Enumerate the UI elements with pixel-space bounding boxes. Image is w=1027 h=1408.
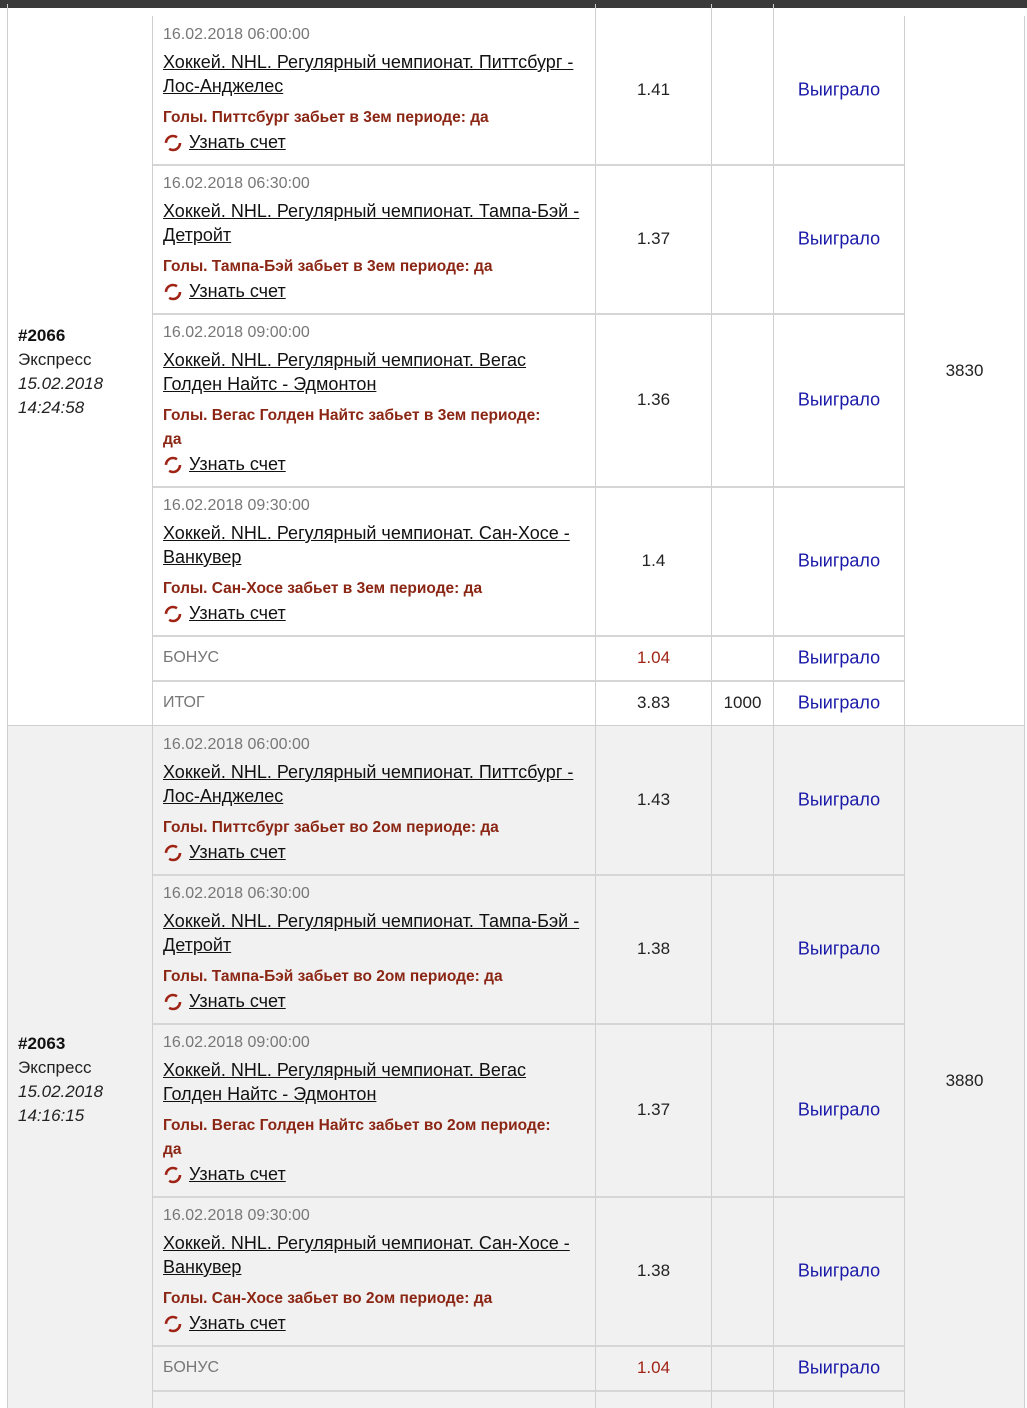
bonus-coef: 1.04 xyxy=(636,648,671,667)
event-link[interactable]: Хоккей. NHL. Регулярный чемпионат. Питтсбург - Лос-Анджелес xyxy=(163,762,574,806)
bet-info xyxy=(18,1032,103,1128)
payout-cell xyxy=(904,726,1025,1408)
refresh-icon xyxy=(163,1165,183,1185)
bet-selection: Голы. Тампа-Бэй забьет во 2ом периоде: да xyxy=(163,968,503,985)
score-link-label: Узнать счет xyxy=(189,1313,286,1333)
refresh-icon xyxy=(163,992,183,1012)
score-link-label: Узнать счет xyxy=(189,281,286,301)
bets-table xyxy=(7,4,1024,1408)
score-link[interactable] xyxy=(163,132,286,153)
payout-amount: 3880 xyxy=(945,1071,984,1090)
refresh-icon xyxy=(163,1314,183,1334)
event-datetime: 16.02.2018 06:00:00 xyxy=(163,736,310,753)
total-row xyxy=(153,681,904,725)
event-link[interactable]: Хоккей. NHL. Регулярный чемпионат. Тампа-Бэй - Детройт xyxy=(163,911,580,955)
refresh-icon xyxy=(163,843,183,863)
leg-row xyxy=(153,314,904,488)
bonus-label: БОНУС xyxy=(163,649,220,666)
bet-info-cell xyxy=(8,16,153,726)
bet-info-cell xyxy=(8,726,153,1408)
leg-coef: 1.38 xyxy=(636,939,671,958)
leg-coef: 1.4 xyxy=(641,551,666,570)
bet-selection: Голы. Сан-Хосе забьет в 3ем периоде: да xyxy=(163,580,483,597)
leg-coef: 1.38 xyxy=(636,1261,671,1280)
event-link[interactable]: Хоккей. NHL. Регулярный чемпионат. Тампа-Бэй - Детройт xyxy=(163,201,580,245)
leg-row xyxy=(153,16,904,166)
event-datetime: 16.02.2018 06:00:00 xyxy=(163,26,310,43)
bonus-coef: 1.04 xyxy=(636,1358,671,1377)
result-link[interactable]: Выиграло xyxy=(797,228,881,249)
total-row-partial xyxy=(153,1391,904,1408)
result-link[interactable]: Выиграло xyxy=(797,938,881,959)
event-link[interactable]: Хоккей. NHL. Регулярный чемпионат. Сан-Хосе - Ванкувер xyxy=(163,523,570,567)
event-datetime: 16.02.2018 06:30:00 xyxy=(163,175,310,192)
leg-row xyxy=(153,726,904,876)
bet-info xyxy=(18,324,103,420)
result-link[interactable]: Выиграло xyxy=(797,789,881,810)
payout-amount: 3830 xyxy=(945,361,984,380)
bet-time: 14:24:58 xyxy=(18,398,85,417)
result-link[interactable]: Выиграло xyxy=(797,550,881,571)
bet-type: Экспресс xyxy=(18,1058,92,1077)
leg-row xyxy=(153,1024,904,1198)
score-link-label: Узнать счет xyxy=(189,603,286,623)
score-link[interactable] xyxy=(163,281,286,302)
score-link[interactable] xyxy=(163,603,286,624)
total-label: ИТОГ xyxy=(163,694,205,711)
score-link-label: Узнать счет xyxy=(189,1164,286,1184)
leg-row xyxy=(153,875,904,1025)
score-link[interactable] xyxy=(163,991,286,1012)
result-link[interactable]: Выиграло xyxy=(797,1260,881,1281)
result-link[interactable]: Выиграло xyxy=(797,79,881,100)
result-link[interactable]: Выиграло xyxy=(797,389,881,410)
bet-row xyxy=(8,16,1024,726)
score-link[interactable] xyxy=(163,842,286,863)
bet-type: Экспресс xyxy=(18,350,92,369)
event-link[interactable]: Хоккей. NHL. Регулярный чемпионат. Вегас Голден Найтс - Эдмонтон xyxy=(163,1060,527,1104)
result-link[interactable]: Выиграло xyxy=(797,647,881,668)
bonus-row xyxy=(153,1346,904,1392)
score-link[interactable] xyxy=(163,454,286,475)
result-link[interactable]: Выиграло xyxy=(797,1357,881,1378)
refresh-icon xyxy=(163,455,183,475)
leg-coef: 1.36 xyxy=(636,390,671,409)
score-link-label: Узнать счет xyxy=(189,132,286,152)
bet-selection: Голы. Вегас Голден Найтс забьет во 2ом периоде: да xyxy=(163,1117,551,1158)
result-link[interactable]: Выиграло xyxy=(797,692,881,713)
bet-selection: Голы. Питтсбург забьет во 2ом периоде: да xyxy=(163,819,499,836)
score-link-label: Узнать счет xyxy=(189,842,286,862)
bet-time: 14:16:15 xyxy=(18,1106,85,1125)
leg-coef: 1.41 xyxy=(636,80,671,99)
bet-id: #2066 xyxy=(18,326,66,345)
score-link[interactable] xyxy=(163,1164,286,1185)
event-link[interactable]: Хоккей. NHL. Регулярный чемпионат. Вегас Голден Найтс - Эдмонтон xyxy=(163,350,527,394)
leg-row xyxy=(153,1197,904,1347)
refresh-icon xyxy=(163,604,183,624)
refresh-icon xyxy=(163,282,183,302)
event-datetime: 16.02.2018 09:30:00 xyxy=(163,497,310,514)
leg-row xyxy=(153,487,904,637)
event-datetime: 16.02.2018 09:00:00 xyxy=(163,1034,310,1051)
score-link-label: Узнать счет xyxy=(189,454,286,474)
bonus-row xyxy=(153,636,904,682)
payout-cell xyxy=(904,16,1025,726)
bet-row xyxy=(8,726,1024,1408)
total-coef: 3.83 xyxy=(636,693,671,712)
bonus-label: БОНУС xyxy=(163,1359,220,1376)
bet-selection: Голы. Питтсбург забьет в 3ем периоде: да xyxy=(163,109,489,126)
score-link-label: Узнать счет xyxy=(189,991,286,1011)
bet-date: 15.02.2018 xyxy=(18,374,104,393)
event-datetime: 16.02.2018 09:00:00 xyxy=(163,324,310,341)
event-link[interactable]: Хоккей. NHL. Регулярный чемпионат. Сан-Хосе - Ванкувер xyxy=(163,1233,570,1277)
event-datetime: 16.02.2018 06:30:00 xyxy=(163,885,310,902)
stake-amount: 1000 xyxy=(723,693,762,712)
leg-coef: 1.37 xyxy=(636,229,671,248)
event-datetime: 16.02.2018 09:30:00 xyxy=(163,1207,310,1224)
leg-coef: 1.37 xyxy=(636,1100,671,1119)
bet-selection: Голы. Вегас Голден Найтс забьет в 3ем периоде: да xyxy=(163,407,541,448)
event-link[interactable]: Хоккей. NHL. Регулярный чемпионат. Питтсбург - Лос-Анджелес xyxy=(163,52,574,96)
bet-selection: Голы. Сан-Хосе забьет во 2ом периоде: да xyxy=(163,1290,493,1307)
leg-row xyxy=(153,165,904,315)
bet-date: 15.02.2018 xyxy=(18,1082,104,1101)
score-link[interactable] xyxy=(163,1313,286,1334)
bet-id: #2063 xyxy=(18,1034,66,1053)
refresh-icon xyxy=(163,133,183,153)
bet-selection: Голы. Тампа-Бэй забьет в 3ем периоде: да xyxy=(163,258,493,275)
result-link[interactable]: Выиграло xyxy=(797,1099,881,1120)
leg-coef: 1.43 xyxy=(636,790,671,809)
